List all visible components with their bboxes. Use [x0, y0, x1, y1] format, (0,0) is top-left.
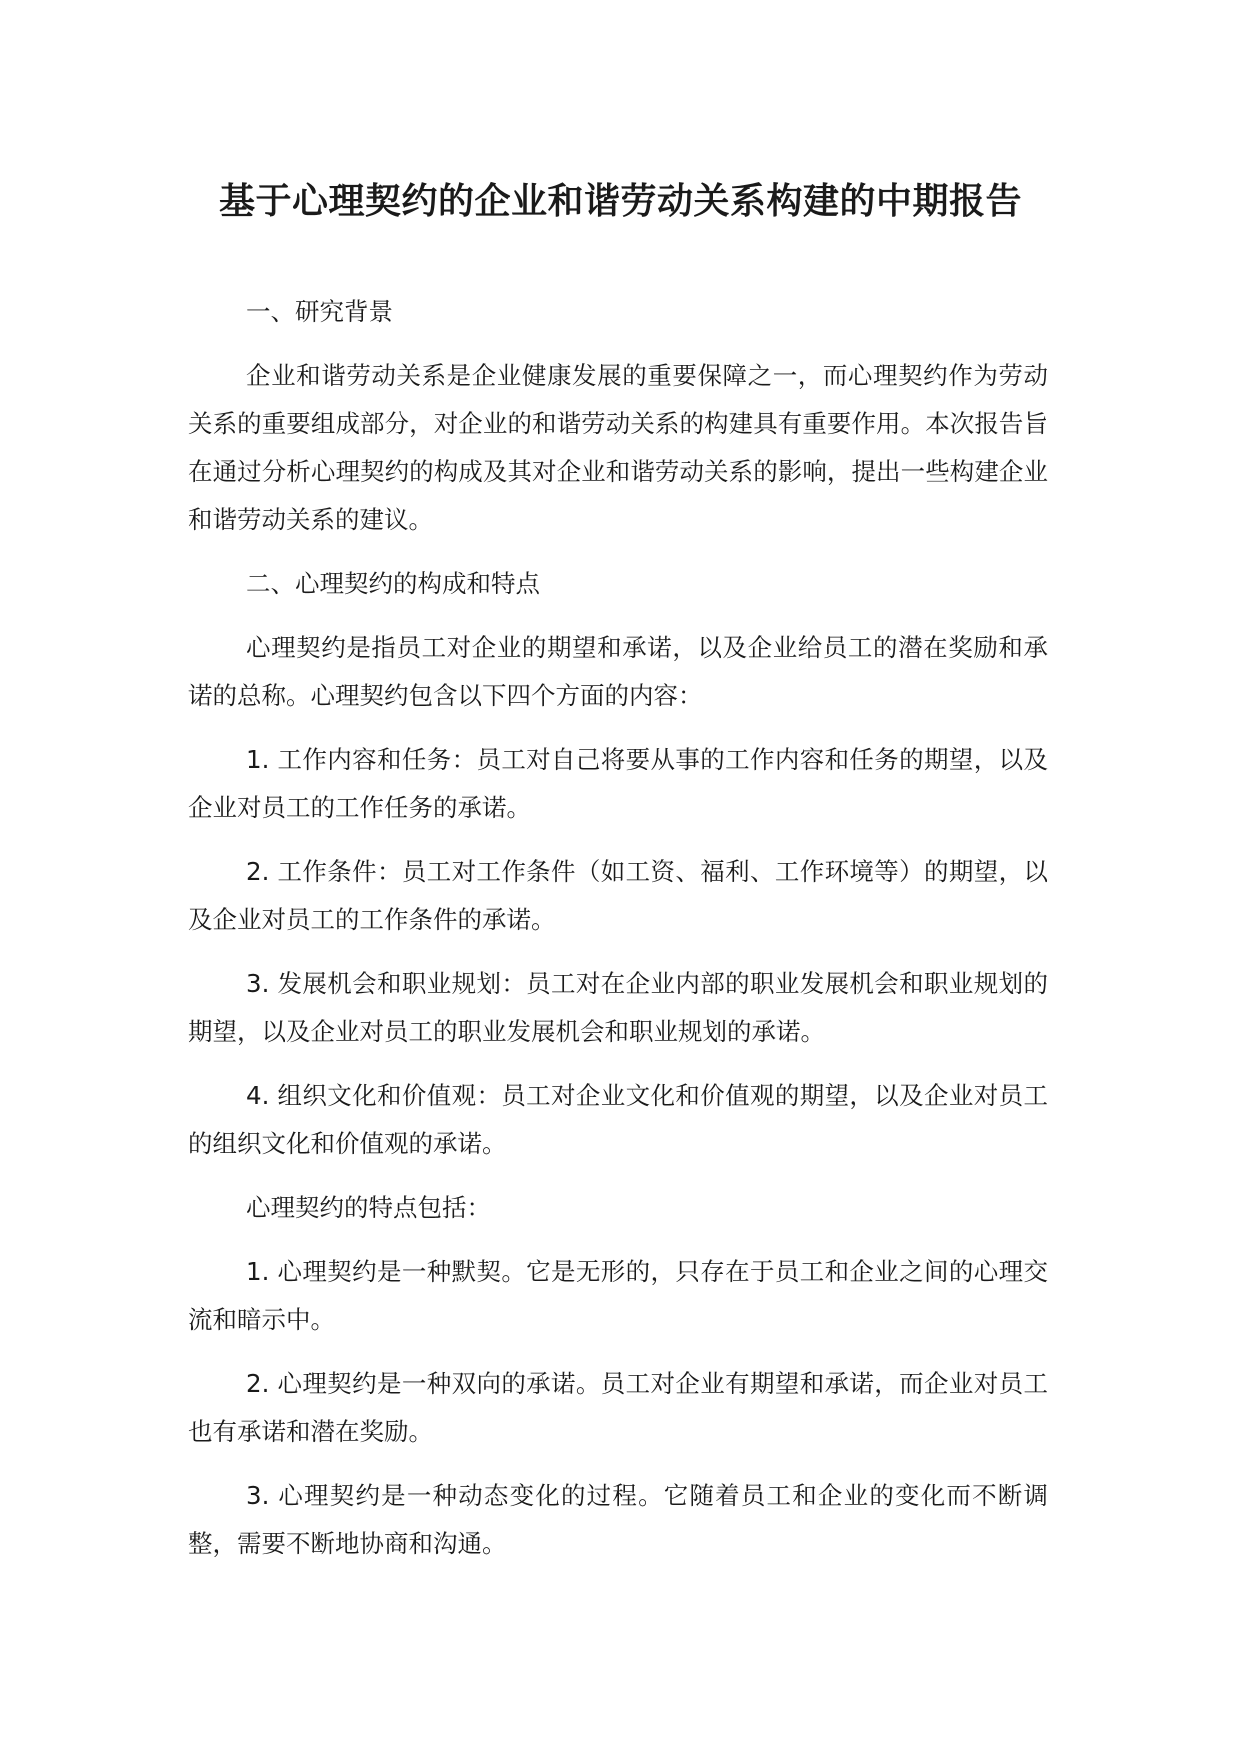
- paragraph-contract-definition: 心理契约是指员工对企业的期望和承诺，以及企业给员工的潜在奖励和承诺的总称。心理契约包含以下四个方面的内容：: [188, 633, 1048, 710]
- list-item-feature-tacit: 1. 心理契约是一种默契。它是无形的，只存在于员工和企业之间的心理交流和暗示中。: [188, 1257, 1048, 1334]
- list-item-work-content: 1. 工作内容和任务：员工对自己将要从事的工作内容和任务的期望，以及企业对员工的工作任务的承诺。: [188, 745, 1048, 822]
- document-title: 基于心理契约的企业和谐劳动关系构建的中期报告: [218, 181, 1022, 222]
- list-item-feature-dynamic: 3. 心理契约是一种动态变化的过程。它随着员工和企业的变化而不断调整，需要不断地协商和沟通。: [188, 1481, 1048, 1558]
- document-body: [188, 288, 1048, 1584]
- section-heading-background: 一、研究背景: [246, 297, 393, 326]
- list-item-culture: 4. 组织文化和价值观：员工对企业文化和价值观的期望，以及企业对员工的组织文化和价值观的承诺。: [188, 1081, 1048, 1158]
- paragraph-background: 企业和谐劳动关系是企业健康发展的重要保障之一，而心理契约作为劳动关系的重要组成部分，对企业的和谐劳动关系的构建具有重要作用。本次报告旨在通过分析心理契约的构成及其对企业和谐劳动关系的影响，提出一些构建企业和谐劳动关系的建议。: [188, 361, 1048, 534]
- list-item-feature-mutual: 2. 心理契约是一种双向的承诺。员工对企业有期望和承诺，而企业对员工也有承诺和潜在奖励。: [188, 1369, 1048, 1446]
- list-item-work-conditions: 2. 工作条件：员工对工作条件（如工资、福利、工作环境等）的期望，以及企业对员工的工作条件的承诺。: [188, 857, 1048, 934]
- paragraph-features-intro: 心理契约的特点包括：: [246, 1193, 491, 1222]
- section-heading-contract: 二、心理契约的构成和特点: [246, 569, 540, 598]
- list-item-development: 3. 发展机会和职业规划：员工对在企业内部的职业发展机会和职业规划的期望，以及企业对员工的职业发展机会和职业规划的承诺。: [188, 969, 1048, 1046]
